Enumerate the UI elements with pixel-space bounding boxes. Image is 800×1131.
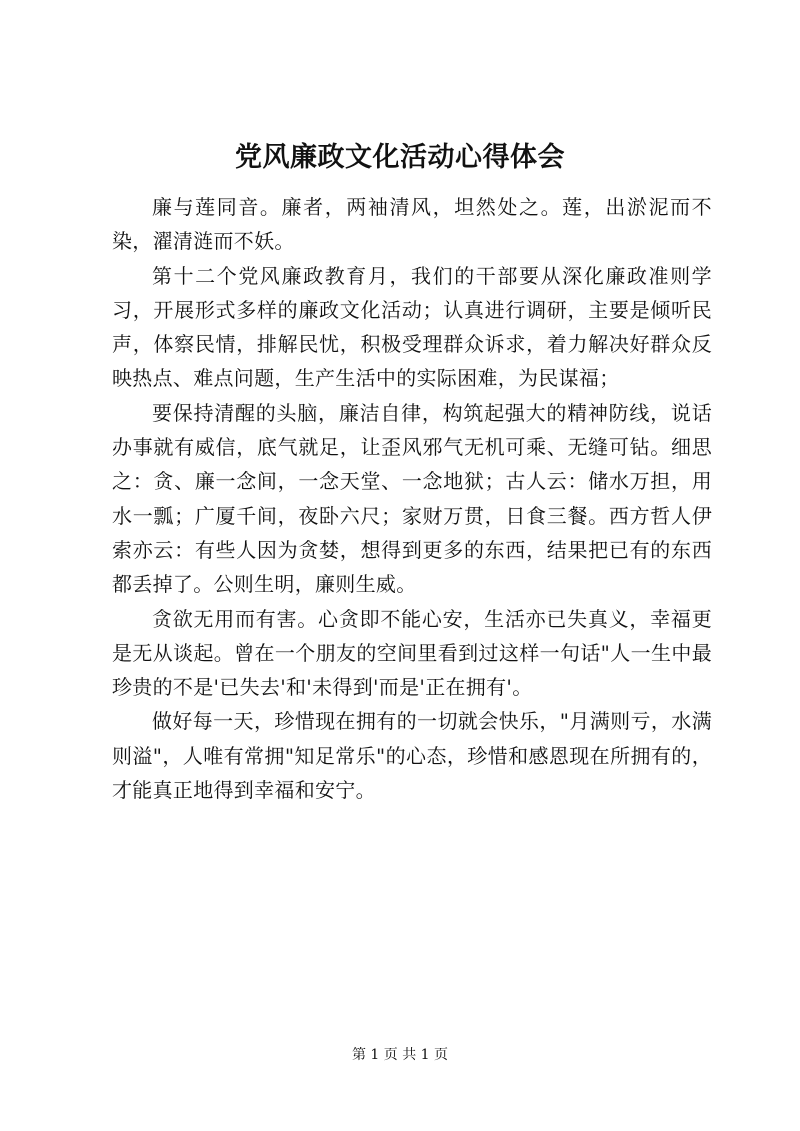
paragraph-5: 做好每一天，珍惜现在拥有的一切就会快乐，"月满则亏，水满则溢"，人唯有常拥"知足常乐"的心态，珍惜和感恩现在所拥有的，才能真正地得到幸福和安宁。 [112, 709, 712, 803]
page-number-footer: 第 1 页 共 1 页 [351, 1047, 449, 1063]
paragraph-2: 第十二个党风廉政教育月，我们的干部要从深化廉政准则学习，开展形式多样的廉政文化活动；认真进行调研，主要是倾听民声，体察民情，排解民忧，积极受理群众诉求，着力解决好群众反映热点、难点问题，生产生活中的实际困难，为民谋福； [112, 263, 712, 391]
paragraph-3: 要保持清醒的头脑，廉洁自律，构筑起强大的精神防线，说话办事就有威信，底气就足，让歪风邪气无机可乘、无缝可钻。细思之：贪、廉一念间，一念天堂、一念地狱；古人云：储水万担，用水一瓢；广厦千间，夜卧六尺；家财万贯，日食三餐。西方哲人伊索亦云：有些人因为贪婪，想得到更多的东西，结果把已有的东西都丢掉了。公则生明，廉则生威。 [112, 400, 712, 597]
document-body [112, 190, 712, 807]
paragraph-4: 贪欲无用而有害。心贪即不能心安，生活亦已失真义，幸福更是无从谈起。曾在一个朋友的空间里看到过这样一句话"人一生中最珍贵的不是'已失去'和'未得到'而是'正在拥有'。 [112, 606, 712, 700]
document-title: 党风廉政文化活动心得体会 [235, 142, 565, 173]
paragraph-1: 廉与莲同音。廉者，两袖清风，坦然处之。莲，出淤泥而不染，濯清涟而不妖。 [112, 195, 712, 254]
